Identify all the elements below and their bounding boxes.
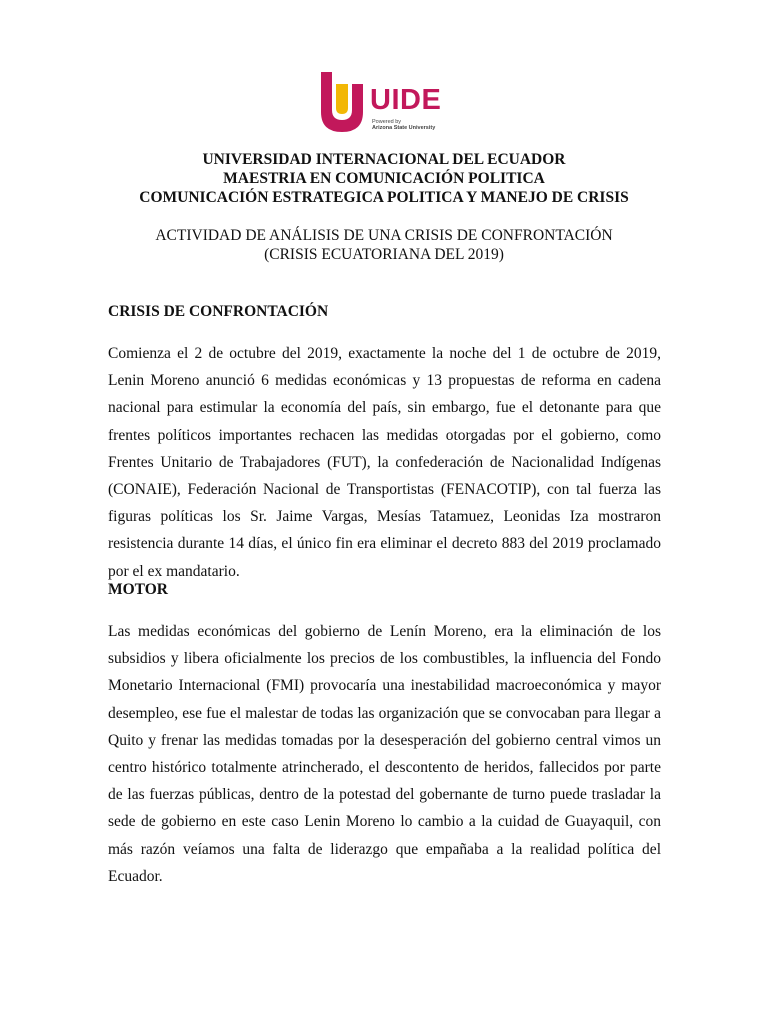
section-paragraph: Comienza el 2 de octubre del 2019, exactamente la noche del 1 de octubre de 2019, Lenin Moreno anunció 6 medidas económicas y 13 propuestas de reforma en cadena nacional para estimular la economía del país, sin embargo, fue el detonante para que frentes políticos importantes rechacen las medidas otorgadas por el gobierno, como Frentes Unitario de Trabajadores (FUT), la confederación de Nacionalidad Indígenas (CONAIE), Federación Nacional de Transportistas (FENACOTIP), con tal fuerza las figuras políticas los Sr. Jaime Vargas, Mesías Tatamuez, Leonidas Iza mostraron resistencia durante 14 días, el único fin era eliminar el decreto 883 del 2019 proclamado por el ex mandatario. xyxy=(108,345,661,580)
logo-powered-line2: Arizona State University xyxy=(372,125,436,131)
uide-logo xyxy=(318,70,458,134)
section-crisis xyxy=(108,302,661,585)
section-heading: CRISIS DE CONFRONTACIÓN xyxy=(108,303,329,320)
section-paragraph: Las medidas económicas del gobierno de Lenín Moreno, era la eliminación de los subsidios y libera oficialmente los precios de los combustibles, la influencia del Fondo Monetario Internacional (FMI) provocaría una inestabilidad macroeconómica y mayor desempleo, ese fue el malestar de todas las organización que se convocaban para llegar a Quito y frenar las medidas tomadas por la desesperación del gobierno central vimos un centro histórico totalmente atrincherado, el descontento de heridos, fallecidos por parte de las fuerzas públicas, dentro de la potestad del gobernante de turno puede trasladar la sede de gobierno en este caso Lenin Moreno lo cambio a la cuidad de Guayaquil, con más razón veíamos una falta de liderazgo que empañaba a la realidad política del Ecuador. xyxy=(108,623,661,885)
university-name: UNIVERSIDAD INTERNACIONAL DEL ECUADOR xyxy=(202,151,566,168)
program-name: MAESTRIA EN COMUNICACIÓN POLITICA xyxy=(223,170,545,187)
logo-wordmark: UIDE xyxy=(370,84,442,116)
section-heading: MOTOR xyxy=(108,581,168,598)
course-name: COMUNICACIÓN ESTRATEGICA POLITICA Y MANEJO DE CRISIS xyxy=(139,189,629,206)
uide-logo-mark-icon xyxy=(318,70,370,134)
document-header xyxy=(0,150,768,207)
section-motor xyxy=(108,580,661,890)
document-subtitle xyxy=(0,226,768,264)
activity-subtitle: (CRISIS ECUATORIANA DEL 2019) xyxy=(264,246,504,263)
logo-powered-by xyxy=(372,119,435,131)
activity-title: ACTIVIDAD DE ANÁLISIS DE UNA CRISIS DE CONFRONTACIÓN xyxy=(155,227,613,244)
logo-powered-line1: Powered by xyxy=(372,119,402,125)
